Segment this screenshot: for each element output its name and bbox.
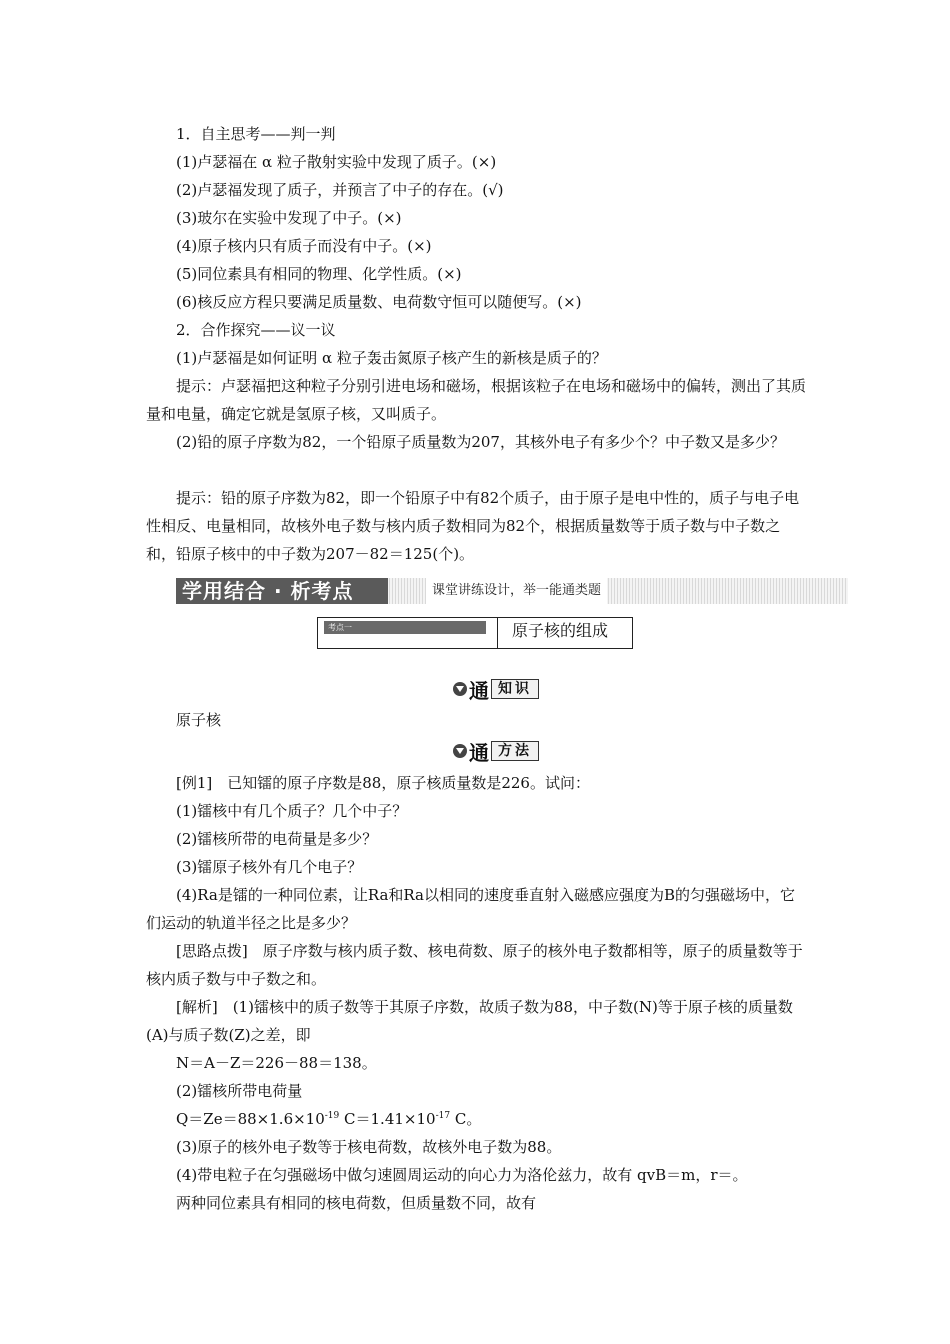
- example-question-1: (1)镭核中有几个质子？几个中子？: [176, 802, 408, 820]
- topic-box: [317, 617, 633, 649]
- judge-item-4: (4)原子核内只有质子而没有中子。(×): [176, 237, 432, 255]
- analysis-2: (2)镭核所带电荷量: [176, 1082, 303, 1100]
- topic-divider: [497, 618, 498, 648]
- banner-subtitle: 课堂讲练设计，举一能通类题: [426, 578, 607, 604]
- method-header-big: 通: [469, 740, 489, 765]
- judge-item-5: (5)同位素具有相同的物理、化学性质。(×): [176, 265, 462, 283]
- example-hint: [思路点拨] 原子序数与核内质子数、核电荷数、原子的核外电子数都相等，原子的质量数等于核内质子数与中子数之和。: [146, 942, 803, 988]
- method-header-label: 方法: [491, 741, 539, 761]
- equation-2: [176, 1105, 481, 1133]
- part1-heading: 1．自主思考——判一判: [176, 125, 336, 143]
- judge-item-2: (2)卢瑟福发现了质子，并预言了中子的存在。(√): [176, 181, 504, 199]
- knowledge-header-big: 通: [469, 678, 489, 703]
- example-question-3: (3)镭原子核外有几个电子？: [176, 858, 363, 876]
- judge-item-1: (1)卢瑟福在 α 粒子散射实验中发现了质子。(×): [176, 153, 497, 171]
- down-arrow-icon: [453, 744, 467, 758]
- equation-2-part: C。: [450, 1110, 482, 1128]
- equation-2-exponent-2: -17: [435, 1111, 451, 1121]
- section-banner: [176, 578, 848, 604]
- part2-heading: 2．合作探究——议一议: [176, 321, 336, 339]
- example-question-2: (2)镭核所带的电荷量是多少？: [176, 830, 378, 848]
- topic-title: 原子核的组成: [512, 621, 609, 640]
- discuss-question-2: (2)铅的原子序数为82，一个铅原子质量数为207，其核外电子有多少个？中子数又是多少？: [176, 433, 785, 451]
- equation-2-part: C＝1.41×10: [339, 1110, 436, 1128]
- example-intro: [例1] 已知镭的原子序数是88，原子核质量数是226。试问：: [176, 774, 590, 792]
- topic-tag: 考点一: [324, 621, 486, 634]
- judge-item-3: (3)玻尔在实验中发现了中子。(×): [176, 209, 402, 227]
- discuss-question-1: (1)卢瑟福是如何证明 α 粒子轰击氮原子核产生的新核是质子的？: [176, 349, 607, 367]
- analysis-4: (4)带电粒子在匀强磁场中做匀速圆周运动的向心力为洛伦兹力，故有 qvB＝m，r＝。: [176, 1166, 748, 1184]
- banner-title: 学用结合 · 析考点: [176, 578, 388, 604]
- method-header: [453, 740, 539, 765]
- example-question-4: (4)Ra是镭的一种同位素，让Ra和Ra以相同的速度垂直射入磁感应强度为B的匀强磁场中，它们运动的轨道半径之比是多少？: [146, 886, 796, 932]
- analysis-1: [解析] (1)镭核中的质子数等于其原子序数，故质子数为88，中子数(N)等于原子核的质量数(A)与质子数(Z)之差，即: [146, 998, 793, 1044]
- discuss-answer-1: 提示：卢瑟福把这种粒子分别引进电场和磁场，根据该粒子在电场和磁场中的偏转，测出了其质量和电量，确定它就是氢原子核，又叫质子。: [146, 377, 807, 423]
- analysis-3: (3)原子的核外电子数等于核电荷数，故核外电子数为88。: [176, 1138, 562, 1156]
- knowledge-header: [453, 678, 539, 703]
- knowledge-text: 原子核: [176, 711, 222, 729]
- down-arrow-icon: [453, 682, 467, 696]
- judge-item-6: (6)核反应方程只要满足质量数、电荷数守恒可以随便写。(×): [176, 293, 582, 311]
- knowledge-header-label: 知识: [491, 679, 539, 699]
- analysis-5: 两种同位素具有相同的核电荷数，但质量数不同，故有: [176, 1194, 537, 1212]
- equation-1: N＝A－Z＝226－88＝138。: [176, 1054, 377, 1072]
- equation-2-exponent-1: -19: [324, 1111, 340, 1121]
- discuss-answer-2: 提示：铅的原子序数为82，即一个铅原子中有82个质子，由于原子是电中性的，质子与电子电性相反、电量相同，故核外电子数与核内质子数相同为82个，根据质量数等于质子数与中子数之和，铅原子核中的中子数为207－82＝125(个)。: [146, 489, 800, 563]
- equation-2-part: Q＝Ze＝88×1.6×10: [176, 1110, 325, 1128]
